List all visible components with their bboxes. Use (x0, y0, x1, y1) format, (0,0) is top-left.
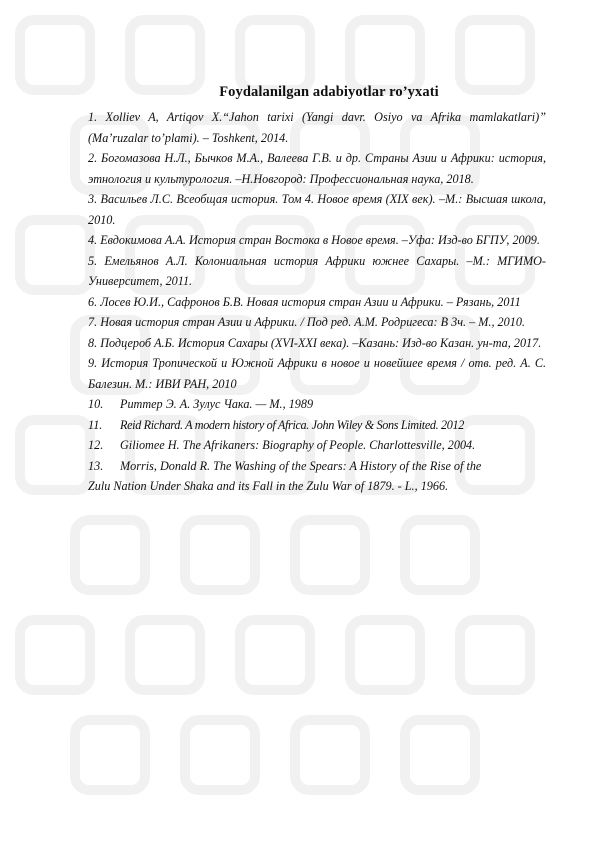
reference-text: Giliomee H. The Afrikaners: Biography of People. Charlottesville, 2004. (120, 438, 476, 452)
reference-text: Риттер Э. А. Зулус Чака. — М., 1989 (120, 397, 314, 411)
reference-list (88, 107, 546, 497)
reference-item: 6. Лосев Ю.И., Сафронов Б.В. Новая история стран Азии и Африки. – Рязань, 2011 (88, 294, 521, 309)
page-title: Foydalanilgan adabiyotlar ro’yxati (219, 84, 439, 100)
reference-number: 10. (88, 397, 104, 411)
reference-item (88, 394, 546, 415)
reference-item (88, 435, 546, 456)
reference-item (88, 456, 546, 477)
reference-item: 1. Xolliev A, Artiqov X.“Jahon tarixi (Yangi davr. Osiyo va Afrika mamlakatlari)” (Ma’ruzalar to’plami). – Toshkent, 2014. (88, 110, 546, 145)
reference-number: 11. (88, 417, 103, 432)
reference-item: 3. Васильев Л.С. Всеобщая история. Том 4. Новое время (XIX век). –М.: Высшая школа, 2010. (88, 192, 546, 227)
reference-item: 7. Новая история стран Азии и Африки. / Под ред. А.М. Родригеса: В 3ч. – М., 2010. (88, 315, 525, 329)
reference-item (88, 415, 546, 436)
reference-item: 2. Богомазова Н.Л., Бычков М.А., Валеева Г.В. и др. Страны Азии и Африки: история, этнология и культурология. –Н.Новгород: Профессиональная наука, 2018. (88, 151, 546, 186)
reference-number: 13. (88, 458, 104, 473)
reference-number: 12. (88, 438, 104, 452)
reference-item: 5. Емельянов А.Л. Колониальная история Африки южнее Сахары. –М.: МГИМО-Университет, 2011. (88, 253, 546, 288)
reference-text: Morris, Donald R. The Washing of the Spears: A History of the Rise of the (120, 458, 482, 473)
reference-item: 4. Евдокимова А.А. История стран Востока в Новое время. –Уфа: Изд-во БГПУ, 2009. (88, 233, 540, 247)
reference-text: Reid Richard. A modern history of Africa. John Wiley & Sons Limited. 2012 (120, 417, 464, 432)
reference-item: 8. Подцероб А.Б. История Сахары (XVI-XXI века). –Казань: Изд-во Казан. ун-та, 2017. (88, 335, 542, 350)
reference-continuation: Zulu Nation Under Shaka and its Fall in the Zulu War of 1879. - L., 1966. (88, 479, 449, 493)
document-page (88, 84, 546, 497)
reference-item: 9. История Тропической и Южной Африки в новое и новейшее время / отв. ред. А. С. Балезин. М.: ИВИ РАН, 2010 (88, 356, 546, 391)
